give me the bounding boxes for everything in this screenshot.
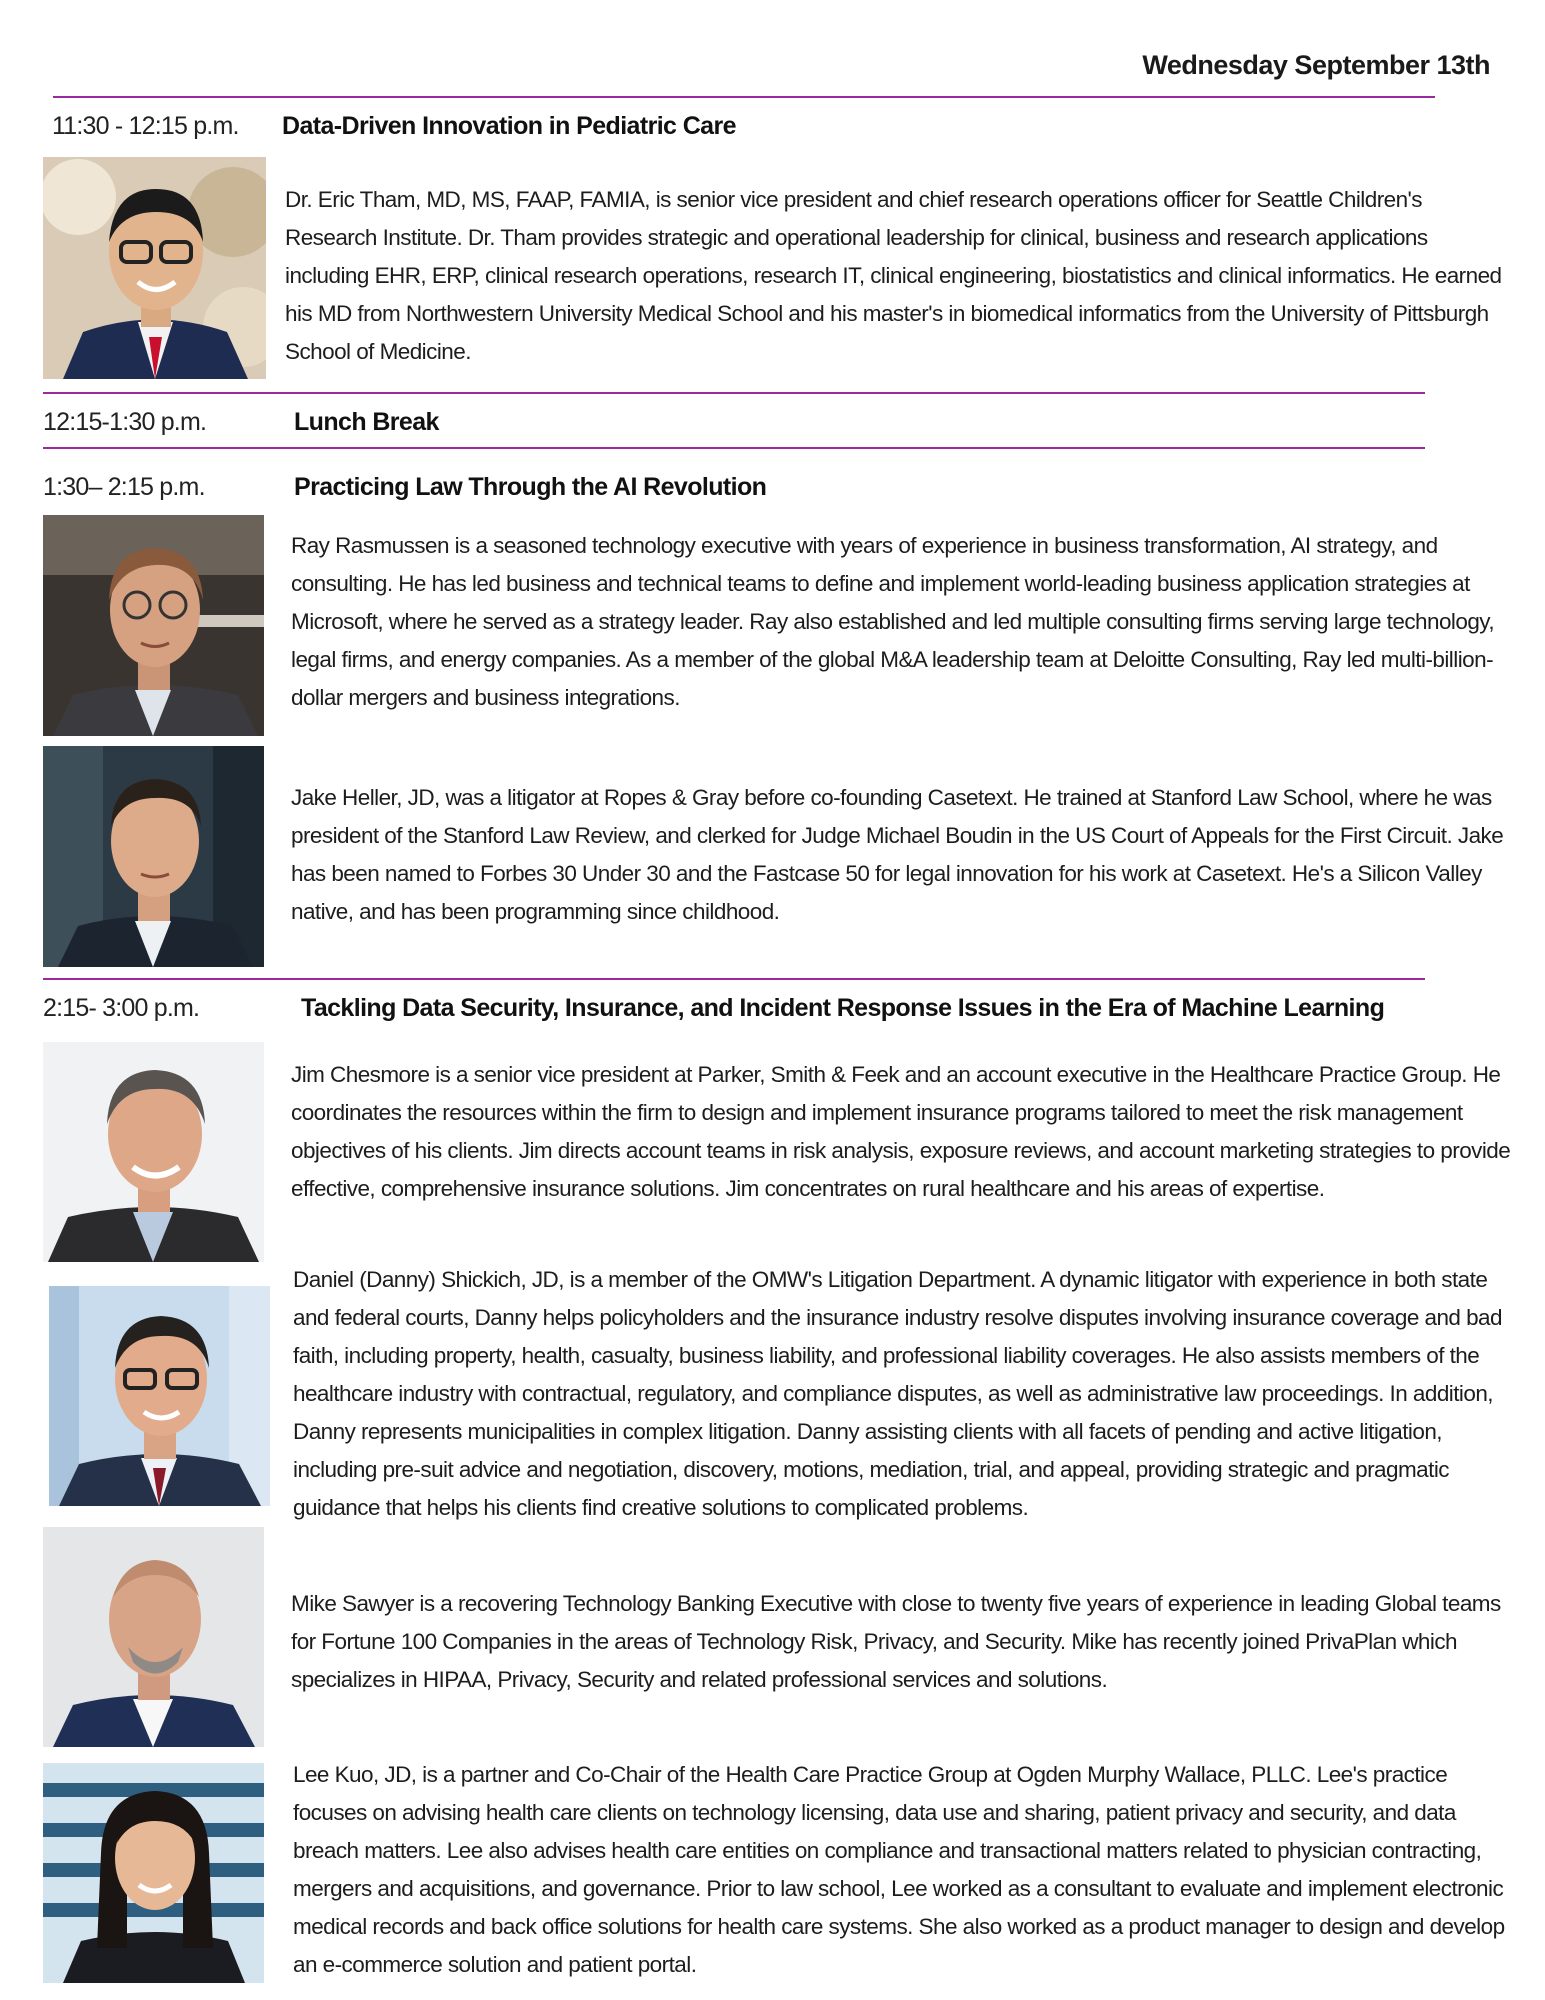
session-time: 12:15-1:30 p.m.: [43, 408, 207, 436]
session-title: Lunch Break: [294, 408, 439, 436]
session-time: 11:30 - 12:15 p.m.: [52, 112, 239, 140]
speaker-bio: Ray Rasmussen is a seasoned technology executive with years of experience in business transformation, AI strategy, and consulting. He has led business and technical teams to define and implement world-leading business application strategies at Microsoft, where he served as a strategy leader. Ray also established and led multiple consulting firms serving large technology, legal firms, and energy companies. As a member of the global M&A leadership team at Deloitte Consulting, Ray led multi-billion-dollar mergers and business integrations.: [291, 533, 1495, 710]
page-date: Wednesday September 13th: [1142, 50, 1490, 80]
speaker-bio: Jake Heller, JD, was a litigator at Ropes & Gray before co-founding Casetext. He trained at Stanford Law School, where he was president of the Stanford Law Review, and clerked for Judge Michael Boudin in the US Court of Appeals for the First Circuit. Jake has been named to Forbes 30 Under 30 and the Fastcase 50 for legal innovation for his work at Casetext. He's a Silicon Valley native, and has been programming since childhood.: [291, 785, 1504, 924]
speaker-bio: Lee Kuo, JD, is a partner and Co-Chair of the Health Care Practice Group at Ogden Murphy Wallace, PLLC. Lee's practice focuses on advising health care clients on technology licensing, data use and sharing, patient privacy and security, and data breach matters. Lee also advises health care entities on compliance and transactional matters related to physician contracting, mergers and acquisitions, and governance. Prior to law school, Lee worked as a consultant to evaluate and implement electronic medical records and back office solutions for health care systems. She also worked as a product manager to design and develop an e-commerce solution and patient portal.: [293, 1762, 1505, 1977]
divider: [53, 96, 1435, 98]
session-time: 1:30– 2:15 p.m.: [43, 473, 205, 501]
divider: [43, 392, 1425, 394]
session-title: Practicing Law Through the AI Revolution: [294, 473, 767, 501]
session-title: Data-Driven Innovation in Pediatric Care: [282, 112, 736, 140]
speaker-bio: Daniel (Danny) Shickich, JD, is a member of the OMW's Litigation Department. A dynamic litigator with experience in both state and federal courts, Danny helps policyholders and the insurance industry resolve disputes involving insurance coverage and bad faith, including property, health, casualty, business liability, and professional liability coverages. He also assists members of the healthcare industry with contractual, regulatory, and compliance disputes, as well as administrative law proceedings. In addition, Danny represents municipalities in complex litigation. Danny assisting clients with all facets of pending and active litigation, including pre-suit advice and negotiation, discovery, motions, mediation, trial, and appeal, providing strategic and pragmatic guidance that helps his clients find creative solutions to complicated problems.: [293, 1267, 1502, 1520]
speaker-photo-ray-rasmussen: [43, 515, 264, 736]
session-title: Tackling Data Security, Insurance, and Incident Response Issues in the Era of Machine Learning: [301, 994, 1385, 1022]
divider: [43, 447, 1425, 449]
speaker-photo-lee-kuo: [43, 1763, 264, 1983]
speaker-bio: Jim Chesmore is a senior vice president at Parker, Smith & Feek and an account executive in the Healthcare Practice Group. He coordinates the resources within the firm to design and implement insurance programs tailored to meet the risk management objectives of his clients. Jim directs account teams in risk analysis, exposure reviews, and account marketing strategies to provide effective, comprehensive insurance solutions. Jim concentrates on rural healthcare and his areas of expertise.: [291, 1062, 1511, 1201]
speaker-photo-jim-chesmore: [43, 1042, 264, 1262]
speaker-photo-mike-sawyer: [43, 1527, 264, 1747]
divider: [43, 978, 1425, 980]
session-time: 2:15- 3:00 p.m.: [43, 994, 200, 1022]
speaker-photo-danny-shickich: [49, 1286, 270, 1506]
speaker-photo-jake-heller: [43, 746, 264, 967]
speaker-bio: Dr. Eric Tham, MD, MS, FAAP, FAMIA, is senior vice president and chief research operations officer for Seattle Children's Research Institute. Dr. Tham provides strategic and operational leadership for clinical, business and research applications including EHR, ERP, clinical research operations, research IT, clinical engineering, biostatistics and clinical informatics. He earned his MD from Northwestern University Medical School and his master's in biomedical informatics from the University of Pittsburgh School of Medicine.: [285, 187, 1502, 364]
speaker-photo-eric-tham: [43, 157, 266, 379]
speaker-bio: Mike Sawyer is a recovering Technology Banking Executive with close to twenty five years of experience in leading Global teams for Fortune 100 Companies in the areas of Technology Risk, Privacy, and Security. Mike has recently joined PrivaPlan which specializes in HIPAA, Privacy, Security and related professional services and solutions.: [291, 1591, 1501, 1692]
